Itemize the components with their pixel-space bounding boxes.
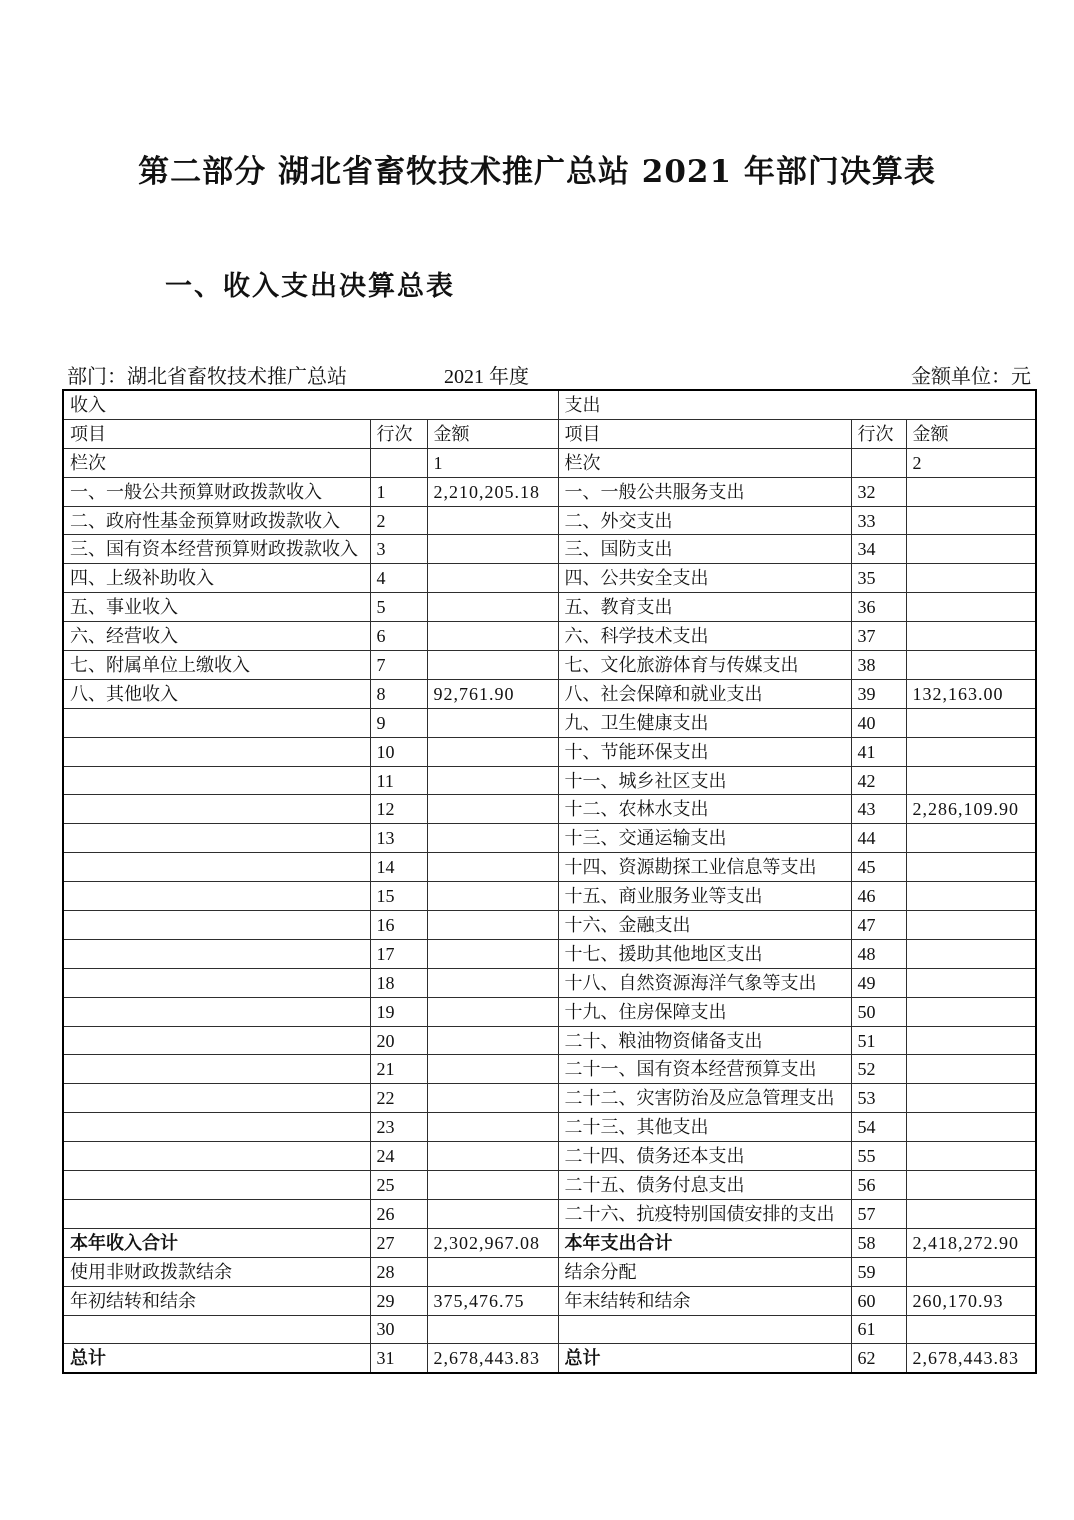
income-line-no-header: 行次 [370,419,427,448]
income-amount-cell [427,737,558,766]
income-amount-cell [427,939,558,968]
expense-line-no-cell: 41 [851,737,906,766]
expense-line-no-cell: 55 [851,1142,906,1171]
expense-amount-cell [906,1084,1036,1113]
table-row [63,882,1036,911]
income-line-no-cell: 7 [370,651,427,680]
income-section-header: 收入 [63,390,558,419]
income-item-cell: 二、政府性基金预算财政拨款收入 [63,506,370,535]
expense-line-no-cell: 51 [851,1026,906,1055]
income-line-no-cell: 23 [370,1113,427,1142]
expense-line-no-cell: 33 [851,506,906,535]
table-row [63,968,1036,997]
expense-item-cell: 本年支出合计 [558,1228,851,1257]
expense-line-no-cell: 60 [851,1286,906,1315]
income-amount-cell [427,997,558,1026]
income-line-no-cell: 29 [370,1286,427,1315]
expense-line-no-cell: 52 [851,1055,906,1084]
income-amount-cell [427,882,558,911]
table-row [63,651,1036,680]
income-item-cell [63,968,370,997]
expense-item-cell: 六、科学技术支出 [558,622,851,651]
income-amount-cell [427,1113,558,1142]
expense-item-cell: 十二、农林水支出 [558,795,851,824]
expense-amount-cell [906,593,1036,622]
income-amount-cell [427,766,558,795]
income-amount-cell [427,708,558,737]
expense-amount-cell [906,535,1036,564]
expense-item-cell: 二十四、债务还本支出 [558,1142,851,1171]
section-header-row [63,390,1036,419]
expense-item-cell: 十、节能环保支出 [558,737,851,766]
income-item-cell [63,737,370,766]
expense-item-cell: 十八、自然资源海洋气象等支出 [558,968,851,997]
expense-item-cell: 十六、金融支出 [558,911,851,940]
income-line-no-cell: 28 [370,1257,427,1286]
income-line-no-cell: 3 [370,535,427,564]
expense-amount-cell: 2,418,272.90 [906,1228,1036,1257]
income-line-no-cell: 5 [370,593,427,622]
income-amount-cell [427,1026,558,1055]
income-amount-cell: 92,761.90 [427,679,558,708]
expense-amount-cell [906,968,1036,997]
expense-line-no-cell: 56 [851,1171,906,1200]
expense-line-no-cell: 47 [851,911,906,940]
income-item-cell [63,1142,370,1171]
fiscal-year-label: 2021 年度 [444,366,529,388]
expense-amount-cell: 132,163.00 [906,679,1036,708]
expense-item-cell: 年末结转和结余 [558,1286,851,1315]
income-item-cell [63,1113,370,1142]
expense-amount-cell [906,708,1036,737]
income-item-cell: 五、事业收入 [63,593,370,622]
income-line-no-cell: 11 [370,766,427,795]
expense-item-cell: 十一、城乡社区支出 [558,766,851,795]
income-item-cell [63,997,370,1026]
income-amount-cell [427,564,558,593]
income-line-no-cell: 26 [370,1199,427,1228]
table-row [63,1286,1036,1315]
income-amount-cell [427,911,558,940]
income-line-no-cell: 22 [370,1084,427,1113]
table-row [63,1228,1036,1257]
expense-line-no-cell: 59 [851,1257,906,1286]
table-row [63,506,1036,535]
income-item-cell: 七、附属单位上缴收入 [63,651,370,680]
expense-item-cell: 总计 [558,1344,851,1373]
expense-line-no-cell: 50 [851,997,906,1026]
income-item-cell [63,911,370,940]
income-item-cell: 六、经营收入 [63,622,370,651]
table-row [63,766,1036,795]
expense-amount-cell [906,997,1036,1026]
expense-amount-cell [906,564,1036,593]
expense-line-no-cell: 40 [851,708,906,737]
expense-item-cell: 二十、粮油物资储备支出 [558,1026,851,1055]
expense-line-no-cell: 45 [851,853,906,882]
income-amount-cell: 375,476.75 [427,1286,558,1315]
expense-column-index-label: 栏次 [558,448,851,477]
table-row [63,824,1036,853]
expense-line-no-cell: 53 [851,1084,906,1113]
income-amount-cell [427,795,558,824]
expense-item-cell: 十七、援助其他地区支出 [558,939,851,968]
income-line-no-cell: 1 [370,477,427,506]
table-row [63,997,1036,1026]
expense-amount-cell [906,766,1036,795]
table-row [63,795,1036,824]
expense-amount-header: 金额 [906,419,1036,448]
income-item-cell [63,882,370,911]
income-line-no-cell: 30 [370,1315,427,1344]
income-line-no-cell: 20 [370,1026,427,1055]
expense-amount-cell [906,1257,1036,1286]
income-item-cell [63,1199,370,1228]
table-meta-row [62,360,1035,388]
expense-item-cell: 二十三、其他支出 [558,1113,851,1142]
expense-line-no-header: 行次 [851,419,906,448]
income-item-cell [63,1026,370,1055]
table-row [63,1055,1036,1084]
table-row [63,1199,1036,1228]
table-row [63,593,1036,622]
page-title: 第二部分 湖北省畜牧技术推广总站 2021 年部门决算表 [138,154,936,190]
table-row [63,1142,1036,1171]
amount-unit-label: 金额单位：元 [911,366,1031,388]
income-amount-cell [427,853,558,882]
expense-line-no-cell: 39 [851,679,906,708]
section-title: 一、收入支出决算总表 [165,271,455,301]
expense-amount-cell [906,882,1036,911]
income-amount-cell [427,506,558,535]
expense-amount-cell [906,911,1036,940]
expense-line-no-cell: 38 [851,651,906,680]
income-item-cell [63,824,370,853]
table-body [63,477,1036,1373]
expense-amount-cell [906,1171,1036,1200]
income-amount-cell [427,824,558,853]
income-column-index-blank [370,448,427,477]
expense-amount-cell [906,1199,1036,1228]
income-item-cell [63,1171,370,1200]
income-line-no-cell: 10 [370,737,427,766]
income-item-cell: 年初结转和结余 [63,1286,370,1315]
expense-amount-cell [906,737,1036,766]
expense-line-no-cell: 46 [851,882,906,911]
income-amount-cell [427,535,558,564]
expense-line-no-cell: 62 [851,1344,906,1373]
expense-line-no-cell: 61 [851,1315,906,1344]
income-item-cell [63,853,370,882]
income-item-cell [63,939,370,968]
expense-item-cell: 二十一、国有资本经营预算支出 [558,1055,851,1084]
expense-item-cell: 五、教育支出 [558,593,851,622]
table-row [63,1257,1036,1286]
income-amount-cell [427,968,558,997]
expense-line-no-cell: 54 [851,1113,906,1142]
expense-amount-cell [906,824,1036,853]
income-line-no-cell: 2 [370,506,427,535]
table-row [63,911,1036,940]
expense-amount-cell [906,1142,1036,1171]
income-line-no-cell: 16 [370,911,427,940]
income-line-no-cell: 21 [370,1055,427,1084]
income-amount-cell [427,1199,558,1228]
income-item-cell: 八、其他收入 [63,679,370,708]
expense-amount-cell [906,651,1036,680]
expense-amount-cell [906,506,1036,535]
expense-column-index: 2 [906,448,1036,477]
expense-amount-cell [906,477,1036,506]
income-column-index: 1 [427,448,558,477]
expense-item-cell: 八、社会保障和就业支出 [558,679,851,708]
table-row [63,1026,1036,1055]
income-amount-cell [427,1142,558,1171]
expense-line-no-cell: 48 [851,939,906,968]
expense-line-no-cell: 43 [851,795,906,824]
income-item-cell: 使用非财政拨款结余 [63,1257,370,1286]
income-amount-cell [427,651,558,680]
expense-item-cell: 十五、商业服务业等支出 [558,882,851,911]
income-amount-header: 金额 [427,419,558,448]
income-item-cell: 三、国有资本经营预算财政拨款收入 [63,535,370,564]
expense-amount-cell [906,939,1036,968]
table-row [63,939,1036,968]
income-item-cell [63,1055,370,1084]
income-expense-summary-table [62,389,1037,1374]
expense-item-cell: 二十五、债务付息支出 [558,1171,851,1200]
income-amount-cell: 2,678,443.83 [427,1344,558,1373]
expense-amount-cell [906,1055,1036,1084]
expense-item-cell: 二十六、抗疫特别国债安排的支出 [558,1199,851,1228]
income-line-no-cell: 12 [370,795,427,824]
income-line-no-cell: 25 [370,1171,427,1200]
expense-item-cell: 七、文化旅游体育与传媒支出 [558,651,851,680]
table-row [63,564,1036,593]
income-item-header: 项目 [63,419,370,448]
expense-line-no-cell: 35 [851,564,906,593]
income-line-no-cell: 8 [370,679,427,708]
table-row [63,853,1036,882]
expense-column-index-blank [851,448,906,477]
expense-amount-cell: 2,678,443.83 [906,1344,1036,1373]
expense-amount-cell [906,1315,1036,1344]
expense-line-no-cell: 44 [851,824,906,853]
income-item-cell: 四、上级补助收入 [63,564,370,593]
expense-amount-cell [906,853,1036,882]
column-header-row [63,419,1036,448]
income-line-no-cell: 14 [370,853,427,882]
income-line-no-cell: 31 [370,1344,427,1373]
income-line-no-cell: 19 [370,997,427,1026]
expense-item-cell: 二、外交支出 [558,506,851,535]
income-line-no-cell: 6 [370,622,427,651]
department-label: 部门：湖北省畜牧技术推广总站 [67,366,347,388]
income-item-cell [63,708,370,737]
column-index-row [63,448,1036,477]
expense-line-no-cell: 42 [851,766,906,795]
income-line-no-cell: 15 [370,882,427,911]
income-item-cell [63,766,370,795]
expense-item-cell: 十三、交通运输支出 [558,824,851,853]
table-row [63,1084,1036,1113]
table-row [63,708,1036,737]
expense-amount-cell: 260,170.93 [906,1286,1036,1315]
table-row [63,622,1036,651]
income-amount-cell: 2,302,967.08 [427,1228,558,1257]
income-item-cell [63,795,370,824]
expense-line-no-cell: 32 [851,477,906,506]
income-line-no-cell: 13 [370,824,427,853]
income-amount-cell [427,1257,558,1286]
table-row [63,1344,1036,1373]
expense-item-cell: 三、国防支出 [558,535,851,564]
income-line-no-cell: 27 [370,1228,427,1257]
expense-line-no-cell: 58 [851,1228,906,1257]
expense-amount-cell [906,622,1036,651]
expense-item-header: 项目 [558,419,851,448]
income-line-no-cell: 17 [370,939,427,968]
expense-item-cell: 九、卫生健康支出 [558,708,851,737]
expense-line-no-cell: 57 [851,1199,906,1228]
table-row [63,477,1036,506]
income-line-no-cell: 4 [370,564,427,593]
table-row [63,679,1036,708]
income-item-cell [63,1315,370,1344]
income-amount-cell [427,1084,558,1113]
income-column-index-label: 栏次 [63,448,370,477]
expense-item-cell [558,1315,851,1344]
expense-line-no-cell: 49 [851,968,906,997]
income-amount-cell [427,1055,558,1084]
income-amount-cell: 2,210,205.18 [427,477,558,506]
expense-section-header: 支出 [558,390,1036,419]
expense-item-cell: 四、公共安全支出 [558,564,851,593]
expense-item-cell: 二十二、灾害防治及应急管理支出 [558,1084,851,1113]
table-row [63,1315,1036,1344]
income-item-cell: 一、一般公共预算财政拨款收入 [63,477,370,506]
expense-item-cell: 一、一般公共服务支出 [558,477,851,506]
table-row [63,737,1036,766]
table-row [63,535,1036,564]
expense-line-no-cell: 37 [851,622,906,651]
expense-item-cell: 十九、住房保障支出 [558,997,851,1026]
expense-amount-cell [906,1026,1036,1055]
income-item-cell [63,1084,370,1113]
income-line-no-cell: 9 [370,708,427,737]
table-row [63,1171,1036,1200]
expense-line-no-cell: 34 [851,535,906,564]
income-line-no-cell: 24 [370,1142,427,1171]
table-row [63,1113,1036,1142]
income-amount-cell [427,622,558,651]
income-item-cell: 总计 [63,1344,370,1373]
income-amount-cell [427,593,558,622]
expense-amount-cell [906,1113,1036,1142]
income-item-cell: 本年收入合计 [63,1228,370,1257]
income-amount-cell [427,1171,558,1200]
expense-line-no-cell: 36 [851,593,906,622]
expense-item-cell: 十四、资源勘探工业信息等支出 [558,853,851,882]
income-line-no-cell: 18 [370,968,427,997]
expense-amount-cell: 2,286,109.90 [906,795,1036,824]
expense-item-cell: 结余分配 [558,1257,851,1286]
income-amount-cell [427,1315,558,1344]
